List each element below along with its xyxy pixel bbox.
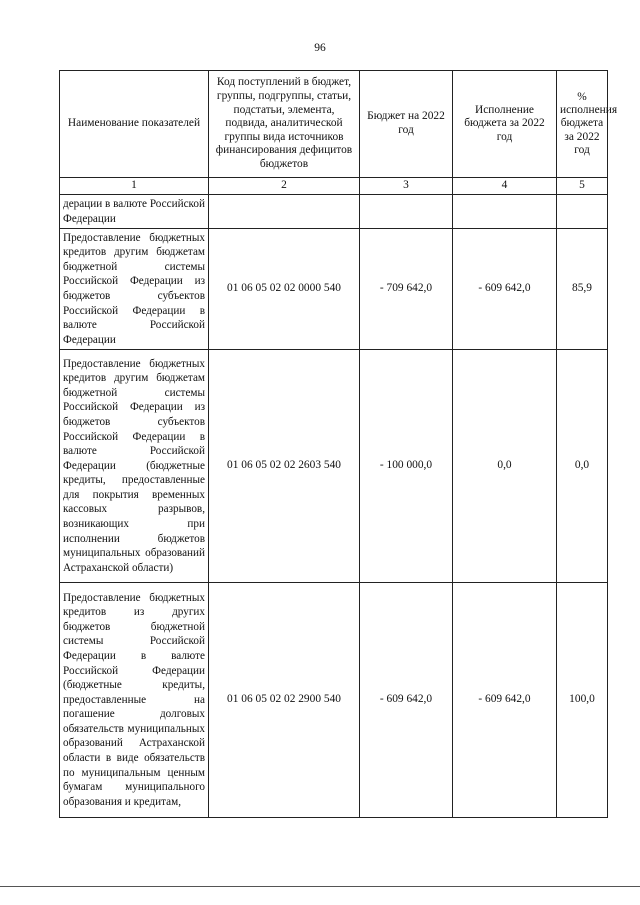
header-name: Наименование показателей [60,71,209,178]
column-number: 3 [360,178,453,195]
row-budget: - 609 642,0 [360,583,453,818]
header-execution: Исполнение бюджета за 2022 год [453,71,557,178]
budget-table [59,70,618,818]
row-budget [360,195,453,229]
row-code: 01 06 05 02 02 2900 540 [209,583,360,818]
row-name: Предоставление бюджетных кредитов другим бюджетам бюджетной системы Российской Федерации из бюджетов субъектов Российской Федерации в валюте Российской Федерации [60,229,209,350]
row-code [209,195,360,229]
row-percent [557,195,608,229]
column-number-row [60,178,608,195]
column-number: 4 [453,178,557,195]
table-row [60,350,608,583]
table-row [60,229,608,350]
column-number: 5 [557,178,608,195]
page-number: 96 [314,42,326,54]
table-row [60,195,608,229]
table-header-row [60,71,608,178]
row-name: Предоставление бюджетных кредитов из других бюджетов бюджетной системы Российской Федерации в валюте Российской Федерации (бюджетные кредиты, предоставленные на погашение долговых обязательств муниципальных образований Астраханской области в виде обязательств по муниципальным ценным бумагам муниципального образования и кредитам, [60,583,209,818]
row-execution: - 609 642,0 [453,583,557,818]
header-percent: % исполнения бюджета за 2022 год [557,71,608,178]
row-execution: - 609 642,0 [453,229,557,350]
header-code: Код поступлений в бюджет, группы, подгруппы, статьи, подстатьи, элемента, подвида, аналитической группы вида источников финансирования дефицитов бюджетов [209,71,360,178]
row-name: Предоставление бюджетных кредитов другим бюджетам бюджетной системы Российской Федерации из бюджетов субъектов Российской Федерации в валюте Российской Федерации (бюджетные кредиты, предоставленные для покрытия временных кассовых разрывов, возникающих при исполнении бюджетов муниципальных образований Астраханской области) [60,350,209,583]
column-number: 1 [60,178,209,195]
table-row [60,583,608,818]
row-budget: - 100 000,0 [360,350,453,583]
header-budget: Бюджет на 2022 год [360,71,453,178]
row-percent: 100,0 [557,583,608,818]
row-execution [453,195,557,229]
row-code: 01 06 05 02 02 2603 540 [209,350,360,583]
row-execution: 0,0 [453,350,557,583]
row-code: 01 06 05 02 02 0000 540 [209,229,360,350]
row-percent: 0,0 [557,350,608,583]
page-bottom-rule [0,886,640,887]
column-number: 2 [209,178,360,195]
row-budget: - 709 642,0 [360,229,453,350]
row-name: дерации в валюте Российской Федерации [60,195,209,229]
row-percent: 85,9 [557,229,608,350]
